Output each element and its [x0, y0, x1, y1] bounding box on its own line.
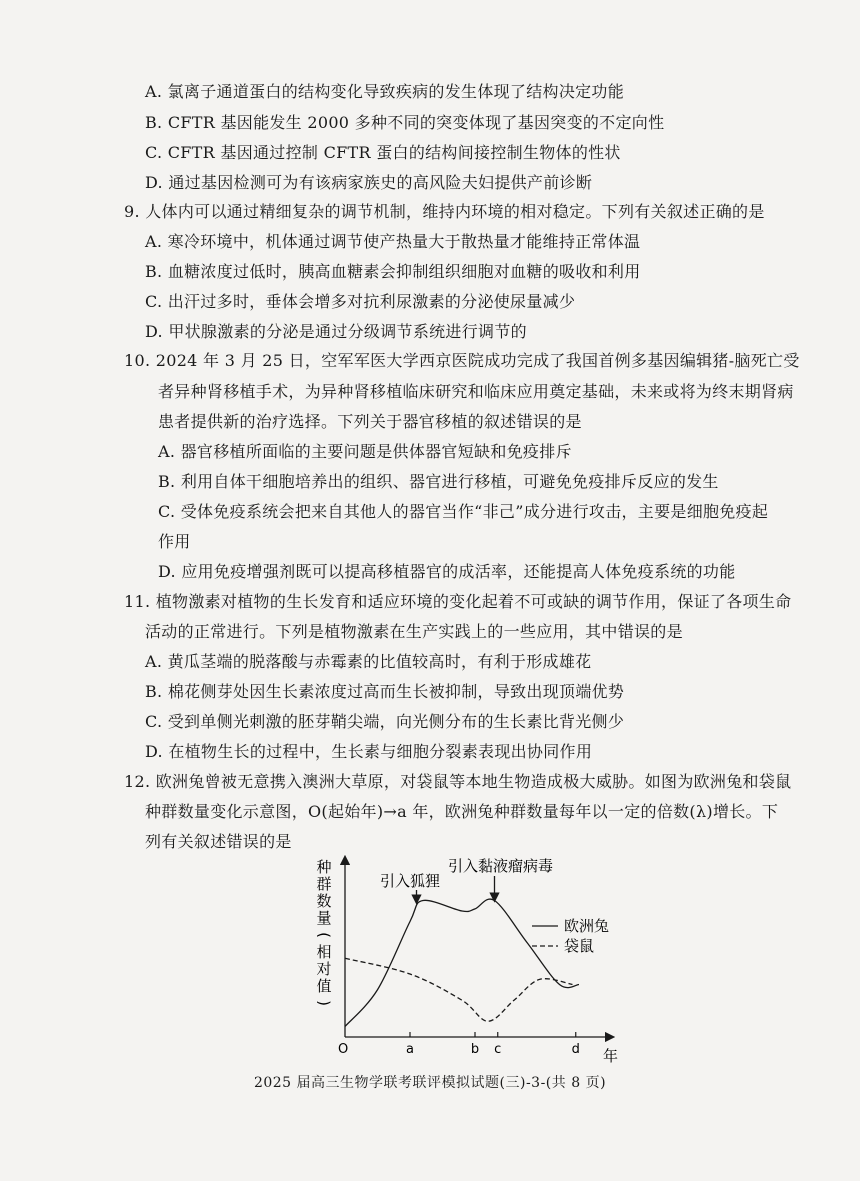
q9-option-a: A. 寒冷环境中，机体通过调节使产热量大于散热量才能维持正常体温 [145, 232, 641, 251]
x-tick-label-b: b [470, 1042, 480, 1057]
q12-stem-line-1: 12. 欧洲兔曾被无意携入澳洲大草原，对袋鼠等本地生物造成极大威胁。如图为欧洲兔和袋鼠 [124, 772, 792, 791]
y-axis-label-char: 相 [316, 943, 332, 961]
legend-label-kangaroo: 袋鼠 [564, 937, 595, 955]
population-chart-svg [310, 850, 640, 1065]
q9-option-d: D. 甲状腺激素的分泌是通过分级调节系统进行调节的 [145, 322, 527, 341]
y-axis-label-char: 群 [316, 875, 332, 893]
q11-option-b: B. 棉花侧芽处因生长素浓度过高而生长被抑制，导致出现顶端优势 [145, 682, 625, 701]
x-tick-label-a: a [406, 1042, 414, 1057]
q12-stem-line-3: 列有关叙述错误的是 [145, 832, 292, 851]
q9-stem: 9. 人体内可以通过精细复杂的调节机制，维持内环境的相对稳定。下列有关叙述正确的是 [124, 202, 765, 221]
q10-stem-line-2: 者异种肾移植手术，为异种肾移植临床研究和临床应用奠定基础，未来或将为终末期肾病 [158, 382, 794, 401]
q11-option-a: A. 黄瓜茎端的脱落酸与赤霉素的比值较高时，有利于形成雄花 [145, 652, 592, 671]
q9-option-b: B. 血糖浓度过低时，胰高血糖素会抑制组织细胞对血糖的吸收和利用 [145, 262, 641, 281]
annotation-virus: 引入黏液瘤病毒 [448, 857, 554, 875]
q10-option-c: C. 受体免疫系统会把来自其他人的器官当作“非己”成分进行攻击，主要是细胞免疫起 [158, 502, 769, 521]
q10-option-d: D. 应用免疫增强剂既可以提高移植器官的成活率，还能提高人体免疫系统的功能 [158, 562, 736, 581]
x-tick-label-d: d [571, 1042, 580, 1057]
q8-option-b: B. CFTR 基因能发生 2000 多种不同的突变体现了基因突变的不定向性 [145, 113, 665, 132]
x-axis-label: 年 [603, 1047, 619, 1065]
y-axis-label-char: 量 [316, 909, 332, 927]
series-line-rabbit [345, 899, 579, 1026]
y-axis-label-char: 数 [316, 892, 332, 910]
series-line-kangaroo [345, 958, 573, 1021]
q11-stem-line-2: 活动的正常进行。下列是植物激素在生产实践上的一些应用，其中错误的是 [145, 622, 683, 641]
q8-option-c: C. CFTR 基因通过控制 CFTR 蛋白的结构间接控制生物体的性状 [145, 143, 621, 162]
q8-option-d: D. 通过基因检测可为有该病家族史的高风险夫妇提供产前诊断 [145, 173, 593, 192]
q11-option-d: D. 在植物生长的过程中，生长素与细胞分裂素表现出协同作用 [145, 742, 593, 761]
y-axis-label-char: 值 [316, 977, 332, 995]
q10-option-c-cont: 作用 [158, 532, 191, 551]
y-axis-label-char: ( [315, 932, 333, 938]
q11-stem-line-1: 11. 植物激素对植物的生长发育和适应环境的变化起着不可或缺的调节作用，保证了各项生命 [124, 592, 792, 611]
q10-stem-line-3: 患者提供新的治疗选择。下列关于器官移植的叙述错误的是 [158, 412, 582, 431]
y-axis-label-char: 对 [316, 960, 332, 978]
y-axis-label-char: 种 [316, 858, 332, 876]
legend-label-rabbit: 欧洲兔 [564, 917, 610, 935]
annotation-fox: 引入狐狸 [380, 872, 441, 890]
population-chart [310, 850, 640, 1065]
page-footer: 2025 届高三生物学联考联评模拟试题(三)-3-(共 8 页) [253, 1075, 607, 1091]
y-axis-label-char: ) [315, 1000, 333, 1006]
q10-option-a: A. 器官移植所面临的主要问题是供体器官短缺和免疫排斥 [158, 442, 572, 461]
origin-label: O [338, 1042, 349, 1057]
q10-stem-line-1: 10. 2024 年 3 月 25 日，空军军医大学西京医院成功完成了我国首例多基因编辑猪-脑死亡受 [124, 351, 800, 370]
x-tick-label-c: c [494, 1042, 502, 1057]
q8-option-a: A. 氯离子通道蛋白的结构变化导致疾病的发生体现了结构决定功能 [145, 82, 625, 101]
q11-option-c: C. 受到单侧光刺激的胚芽鞘尖端，向光侧分布的生长素比背光侧少 [145, 712, 625, 731]
y-axis-label [315, 858, 333, 1006]
q9-option-c: C. 出汗过多时，垂体会增多对抗利尿激素的分泌使尿量减少 [145, 292, 576, 311]
q10-option-b: B. 利用自体干细胞培养出的组织、器官进行移植，可避免免疫排斥反应的发生 [158, 472, 719, 491]
q12-stem-line-2: 种群数量变化示意图，O(起始年)→a 年，欧洲兔种群数量每年以一定的倍数(λ)增长。下 [145, 802, 779, 821]
